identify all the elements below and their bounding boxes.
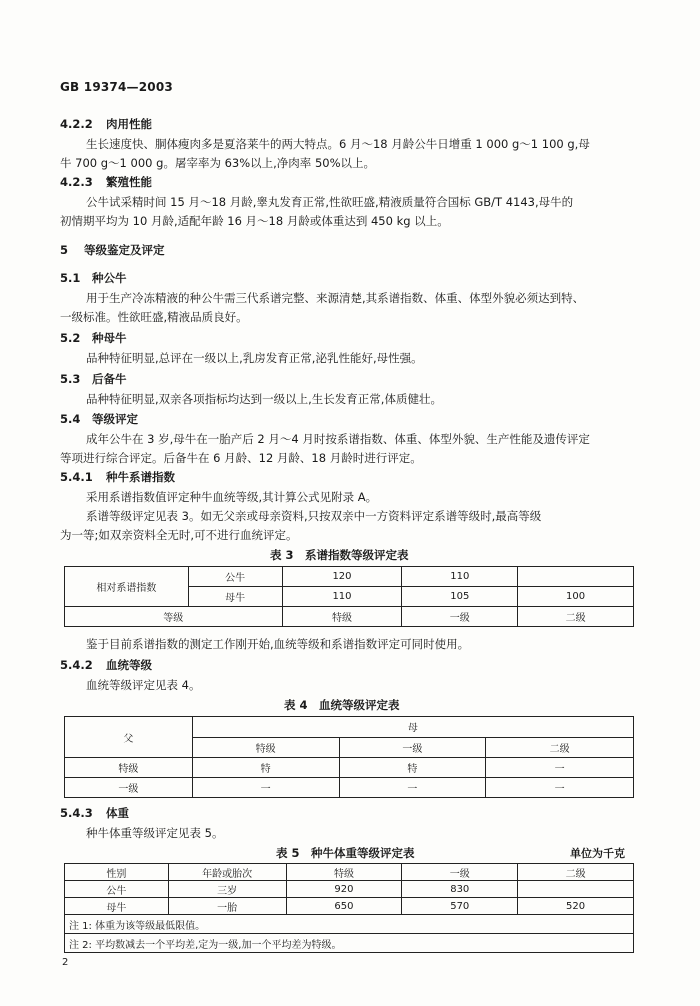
- table-header: 二级: [518, 864, 634, 881]
- table-note: 注 2: 平均数减去一个平均差,定为一级,加一个平均差为特级。: [65, 934, 634, 953]
- table-cell: 570: [402, 898, 518, 915]
- table-cell: 一级: [339, 737, 486, 758]
- table-row: [65, 758, 634, 778]
- table-5: [64, 863, 634, 953]
- table-cell: 一级: [65, 778, 193, 798]
- table-cell: 特级: [65, 758, 193, 778]
- table-5-caption: 表 5 种牛体重等级评定表: [276, 846, 415, 860]
- table-cell: 等级: [65, 607, 283, 627]
- table-3-caption: 表 3 系谱指数等级评定表: [270, 548, 409, 562]
- heading-5-4-3: 5.4.3 体重: [60, 806, 129, 820]
- paragraph: 鉴于目前系谱指数的测定工作刚开始,血统等级和系谱指数评定可同时使用。: [86, 637, 470, 651]
- paragraph: 采用系谱指数值评定种牛血统等级,其计算公式见附录 A。: [86, 490, 378, 504]
- table-5-unit: 单位为千克: [570, 847, 625, 860]
- heading-5-3: 5.3 后备牛: [60, 372, 127, 386]
- table-cell: 相对系谱指数: [65, 567, 189, 607]
- table-cell: 特级: [282, 607, 402, 627]
- table-row: [65, 864, 634, 881]
- table-cell: 一: [486, 778, 634, 798]
- paragraph: 牛 700 g～1 000 g。屠宰率为 63%以上,净肉率 50%以上。: [60, 156, 376, 170]
- table-cell: 一: [486, 758, 634, 778]
- table-cell: 二级: [518, 607, 634, 627]
- paragraph: 用于生产冷冻精液的种公牛需三代系谱完整、来源清楚,其系谱指数、体重、体型外貌必须达到特、: [86, 291, 585, 305]
- table-cell: 一级: [402, 607, 518, 627]
- heading-5-2: 5.2 种母牛: [60, 331, 127, 345]
- table-cell: 特: [192, 758, 339, 778]
- table-row: [65, 567, 634, 587]
- paragraph: 初情期平均为 10 月龄,适配年龄 16 月～18 月龄或体重达到 450 kg 以上。: [60, 214, 449, 228]
- table-cell: 110: [282, 587, 402, 607]
- standard-number: GB 19374—2003: [60, 80, 173, 94]
- table-cell: 650: [286, 898, 402, 915]
- table-cell: 特: [339, 758, 486, 778]
- table-cell: 920: [286, 881, 402, 898]
- paragraph: 品种特征明显,双亲各项指标均达到一级以上,生长发育正常,体质健壮。: [86, 392, 442, 406]
- paragraph: 生长速度快、胴体瘦肉多是夏洛莱牛的两大特点。6 月～18 月龄公牛日增重 1 000 g～1 100 g,母: [86, 137, 590, 151]
- heading-5-4-1: 5.4.1 种牛系谱指数: [60, 470, 175, 484]
- paragraph: 种牛体重等级评定见表 5。: [86, 826, 224, 840]
- table-note: 注 1: 体重为该等级最低限值。: [65, 915, 634, 934]
- table-header: 特级: [286, 864, 402, 881]
- table-cell: 120: [282, 567, 402, 587]
- table-row: [65, 934, 634, 953]
- table-3: [64, 566, 634, 627]
- table-cell: 830: [402, 881, 518, 898]
- table-row: [65, 607, 634, 627]
- table-cell: 110: [402, 567, 518, 587]
- paragraph: 一级标准。性欲旺盛,精液品质良好。: [60, 310, 248, 324]
- table-cell: 一胎: [168, 898, 286, 915]
- table-row: [65, 881, 634, 898]
- table-cell: 公牛: [188, 567, 282, 587]
- heading-4-2-2: 4.2.2 肉用性能: [60, 117, 152, 131]
- table-header: 年龄或胎次: [168, 864, 286, 881]
- table-row: [65, 778, 634, 798]
- paragraph: 血统等级评定见表 4。: [86, 678, 201, 692]
- paragraph: 公牛试采精时间 15 月～18 月龄,睾丸发育正常,性欲旺盛,精液质量符合国标 GB/T 4143,母牛的: [86, 195, 574, 209]
- table-row: [65, 898, 634, 915]
- paragraph: 为一等;如双亲资料全无时,可不进行血统评定。: [60, 528, 298, 542]
- table-cell: 三岁: [168, 881, 286, 898]
- heading-5-4-2: 5.4.2 血统等级: [60, 658, 152, 672]
- table-cell: 一: [339, 778, 486, 798]
- table-4: [64, 716, 634, 798]
- heading-5-4: 5.4 等级评定: [60, 412, 138, 426]
- table-header: 性别: [65, 864, 169, 881]
- table-4-caption: 表 4 血统等级评定表: [284, 698, 400, 712]
- paragraph: 成年公牛在 3 岁,母牛在一胎产后 2 月～4 月时按系谱指数、体重、体型外貌、生产性能及遗传评定: [86, 432, 590, 446]
- table-cell: [518, 567, 634, 587]
- paragraph: 等项进行综合评定。后备牛在 6 月龄、12 月龄、18 月龄时进行评定。: [60, 451, 422, 465]
- heading-4-2-3: 4.2.3 繁殖性能: [60, 175, 152, 189]
- paragraph: 品种特征明显,总评在一级以上,乳房发育正常,泌乳性能好,母性强。: [86, 351, 423, 365]
- table-row: [65, 717, 634, 738]
- table-cell: 一: [192, 778, 339, 798]
- table-header: 一级: [402, 864, 518, 881]
- heading-5: 5 等级鉴定及评定: [60, 243, 165, 257]
- table-cell: 特级: [192, 737, 339, 758]
- table-cell: 100: [518, 587, 634, 607]
- table-cell: 公牛: [65, 881, 169, 898]
- heading-5-1: 5.1 种公牛: [60, 271, 127, 285]
- table-cell: 母牛: [65, 898, 169, 915]
- table-cell: 母牛: [188, 587, 282, 607]
- table-cell: 二级: [486, 737, 634, 758]
- page-number: 2: [62, 957, 69, 968]
- table-cell: 母: [192, 717, 633, 738]
- table-cell: 520: [518, 898, 634, 915]
- table-cell: [518, 881, 634, 898]
- table-row: [65, 915, 634, 934]
- table-cell: 父: [65, 717, 193, 758]
- paragraph: 系谱等级评定见表 3。如无父亲或母亲资料,只按双亲中一方资料评定系谱等级时,最高等级: [86, 509, 542, 523]
- table-cell: 105: [402, 587, 518, 607]
